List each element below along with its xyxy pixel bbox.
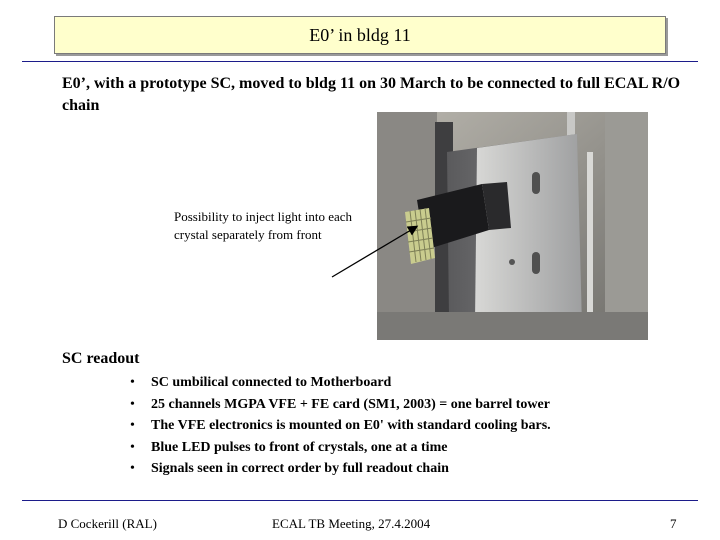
bullet-glyph: • xyxy=(130,461,135,476)
bullet-glyph: • xyxy=(130,375,135,390)
callout-text: Possibility to inject light into each crystal separately from front xyxy=(174,209,353,242)
list-item xyxy=(130,415,690,437)
slide-title-box xyxy=(54,16,666,54)
page-number: 7 xyxy=(670,516,677,531)
list-item-text: Signals seen in correct order by full readout chain xyxy=(151,461,449,476)
footer-author: D Cockerill (RAL) xyxy=(58,516,157,531)
footer-divider xyxy=(22,500,698,501)
footer-event: ECAL TB Meeting, 27.4.2004 xyxy=(272,516,431,531)
bullet-glyph: • xyxy=(130,418,135,433)
list-item xyxy=(130,372,690,394)
list-item xyxy=(130,458,690,480)
list-item-text: The VFE electronics is mounted on E0' with standard cooling bars. xyxy=(151,418,551,433)
intro-text: E0’, with a prototype SC, moved to bldg 11 on 30 March to be connected to full ECAL R/O chain xyxy=(62,75,681,114)
bullet-glyph: • xyxy=(130,439,135,455)
list-item-text: 25 channels MGPA VFE + FE card (SM1, 2003) = one barrel tower xyxy=(151,396,550,412)
list-item-text: SC umbilical connected to Motherboard xyxy=(151,375,392,390)
list-item-text: Blue LED pulses to front of crystals, one at a time xyxy=(151,439,448,455)
list-item xyxy=(130,437,690,459)
callout-arrow xyxy=(320,215,430,285)
slide-title: E0’ in bldg 11 xyxy=(309,24,411,45)
bullet-glyph: • xyxy=(130,396,135,412)
title-divider xyxy=(22,61,698,62)
list-item xyxy=(130,394,690,416)
section-heading: SC readout xyxy=(62,350,140,367)
bullet-list xyxy=(130,372,690,480)
